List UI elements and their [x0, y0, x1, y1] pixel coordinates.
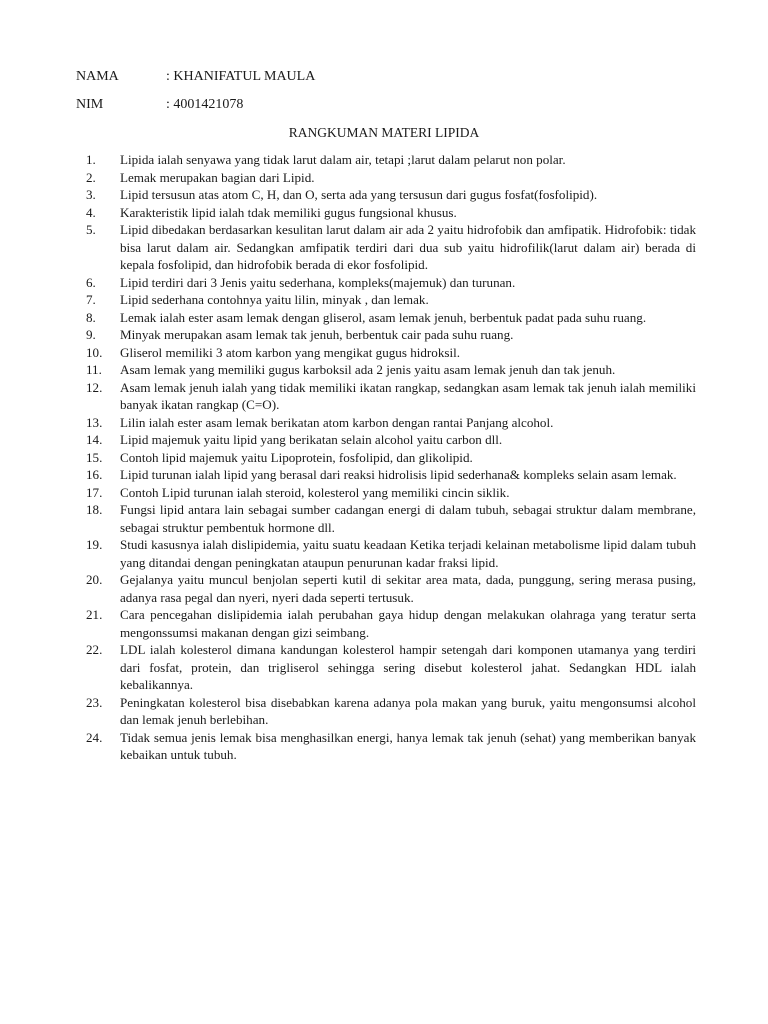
list-item: [0, 414, 768, 432]
list-item-number: 19.: [86, 537, 103, 552]
list-item: [0, 379, 768, 414]
list-item-number: 17.: [86, 484, 103, 500]
list-item: [0, 221, 768, 274]
list-item: [0, 291, 768, 309]
list-item-number: 11.: [86, 362, 102, 377]
list-item: [0, 536, 768, 571]
list-item-text: LDL ialah kolesterol dimana kandungan kolesterol hampir setengah dari komponen utamanya yang terdiri dari fosfat, protein, dan trigliserol sehingga sering disebut kolesterol jahat. Sedangkan HDL ialah kebalikannya.: [120, 642, 696, 692]
list-item: [0, 169, 768, 187]
list-item-text: Lipid dibedakan berdasarkan kesulitan larut dalam air ada 2 yaitu hidrofobik dan amfipatik. Hidrofobik: tidak bisa larut dalam air. Sedangkan amfipatik terdiri dari dua sub yaitu hidrofilik(larut dalam air) berada di kepala fosfolipid, dan hidrofobik berada di ekor fosfolipid.: [120, 222, 696, 272]
list-item: [0, 186, 768, 204]
list-item-text: Lipid tersusun atas atom C, H, dan O, serta ada yang tersusun dari gugus fosfat(fosfolipid).: [120, 187, 598, 202]
list-item-text: Karakteristik lipid ialah tdak memiliki gugus fungsional khusus.: [120, 204, 457, 220]
summary-list: [0, 151, 768, 764]
list-item-text: Lemak ialah ester asam lemak dengan gliserol, asam lemak jenuh, berbentuk padat pada suhu ruang.: [120, 309, 647, 325]
list-item: [0, 449, 768, 467]
list-item: [0, 431, 768, 449]
list-item: [0, 606, 768, 641]
list-item-text: Lipida ialah senyawa yang tidak larut dalam air, tetapi ;larut dalam pelarut non polar.: [120, 152, 566, 167]
list-item-text: Contoh lipid majemuk yaitu Lipoprotein, fosfolipid, dan glikolipid.: [120, 449, 473, 465]
list-item-text: Lilin ialah ester asam lemak berikatan atom karbon dengan rantai Panjang alcohol.: [120, 414, 554, 430]
list-item: [0, 571, 768, 606]
list-item-number: 14.: [86, 432, 103, 447]
list-item-number: 10.: [86, 344, 103, 360]
list-item-number: 7.: [86, 292, 96, 307]
list-item-number: 4.: [86, 204, 96, 220]
name-label: NAMA: [76, 69, 119, 84]
list-item-text: Minyak merupakan asam lemak tak jenuh, berbentuk cair pada suhu ruang.: [120, 327, 514, 342]
list-item-text: Fungsi lipid antara lain sebagai sumber cadangan energi di dalam tubuh, sebagai struktur dalam membrane, sebagai struktur pembentuk hormone dll.: [120, 502, 696, 535]
list-item-number: 6.: [86, 274, 96, 290]
list-item-text: Peningkatan kolesterol bisa disebabkan karena adanya pola makan yang buruk, yaitu mengonsumsi alcohol dan lemak jenuh berlebihan.: [120, 694, 696, 727]
nim-value: : 4001421078: [166, 97, 244, 112]
list-item-number: 13.: [86, 414, 103, 430]
list-item-number: 21.: [86, 607, 103, 622]
document-title: RANGKUMAN MATERI LIPIDA: [288, 125, 480, 140]
list-item-number: 1.: [86, 152, 96, 167]
list-item: [0, 309, 768, 327]
list-item-number: 15.: [86, 449, 103, 465]
list-item-text: Lemak merupakan bagian dari Lipid.: [120, 169, 315, 185]
list-item-text: Gejalanya yaitu muncul benjolan seperti kutil di sekitar area mata, dada, punggung, sering merasa pusing, adanya rasa pegal dan nyeri, nyeri dada seperti tertusuk.: [120, 572, 696, 605]
list-item-number: 23.: [86, 694, 103, 710]
list-item-number: 24.: [86, 729, 103, 745]
list-item: [0, 361, 768, 379]
list-item-number: 8.: [86, 309, 96, 325]
list-item-number: 9.: [86, 327, 96, 342]
list-item-text: Asam lemak jenuh ialah yang tidak memiliki ikatan rangkap, sedangkan asam lemak tak jenuh ialah memiliki banyak ikatan rangkap (C=O).: [120, 379, 696, 412]
list-item-text: Lipid turunan ialah lipid yang berasal dari reaksi hidrolisis lipid sederhana& kompleks selain asam lemak.: [120, 467, 677, 482]
nim-field-row: [76, 96, 243, 114]
list-item: [0, 151, 768, 169]
list-item-number: 3.: [86, 187, 96, 202]
list-item: [0, 641, 768, 694]
list-item-text: Contoh Lipid turunan ialah steroid, kolesterol yang memiliki cincin siklik.: [120, 484, 510, 500]
list-item: [0, 694, 768, 729]
list-item-text: Gliserol memiliki 3 atom karbon yang mengikat gugus hidroksil.: [120, 344, 461, 360]
list-item-text: Lipid terdiri dari 3 Jenis yaitu sederhana, kompleks(majemuk) dan turunan.: [120, 274, 516, 290]
list-item: [0, 204, 768, 222]
list-item: [0, 274, 768, 292]
nim-label: NIM: [76, 97, 104, 112]
list-item-text: Cara pencegahan dislipidemia ialah perubahan gaya hidup dengan melakukan olahraga yang teratur serta mengonssumsi makanan dengan gizi seimbang.: [120, 607, 696, 640]
list-item: [0, 466, 768, 484]
list-item-number: 12.: [86, 379, 103, 395]
list-item: [0, 729, 768, 764]
list-item-text: Lipid majemuk yaitu lipid yang berikatan selain alcohol yaitu carbon dll.: [120, 432, 503, 447]
list-item-text: Asam lemak yang memiliki gugus karboksil ada 2 jenis yaitu asam lemak jenuh dan tak jenuh.: [120, 362, 616, 377]
list-item-number: 18.: [86, 502, 103, 517]
name-value: : KHANIFATUL MAULA: [166, 69, 316, 84]
list-item-text: Tidak semua jenis lemak bisa menghasilkan energi, hanya lemak tak jenuh (sehat) yang memberikan banyak kebaikan untuk tubuh.: [120, 729, 696, 762]
list-item: [0, 326, 768, 344]
list-item-text: Lipid sederhana contohnya yaitu lilin, minyak , dan lemak.: [120, 292, 429, 307]
list-item: [0, 344, 768, 362]
name-field-row: [76, 68, 315, 86]
list-item: [0, 501, 768, 536]
list-item: [0, 484, 768, 502]
list-item-number: 2.: [86, 169, 96, 185]
list-item-number: 22.: [86, 642, 103, 657]
list-item-text: Studi kasusnya ialah dislipidemia, yaitu suatu keadaan Ketika terjadi kelainan metabolisme lipid dalam tubuh yang ditandai dengan peningkatan ataupun penurunan kadar fraksi lipid.: [120, 537, 696, 570]
list-item-number: 16.: [86, 467, 103, 482]
list-item-number: 20.: [86, 572, 103, 587]
list-item-number: 5.: [86, 222, 96, 237]
